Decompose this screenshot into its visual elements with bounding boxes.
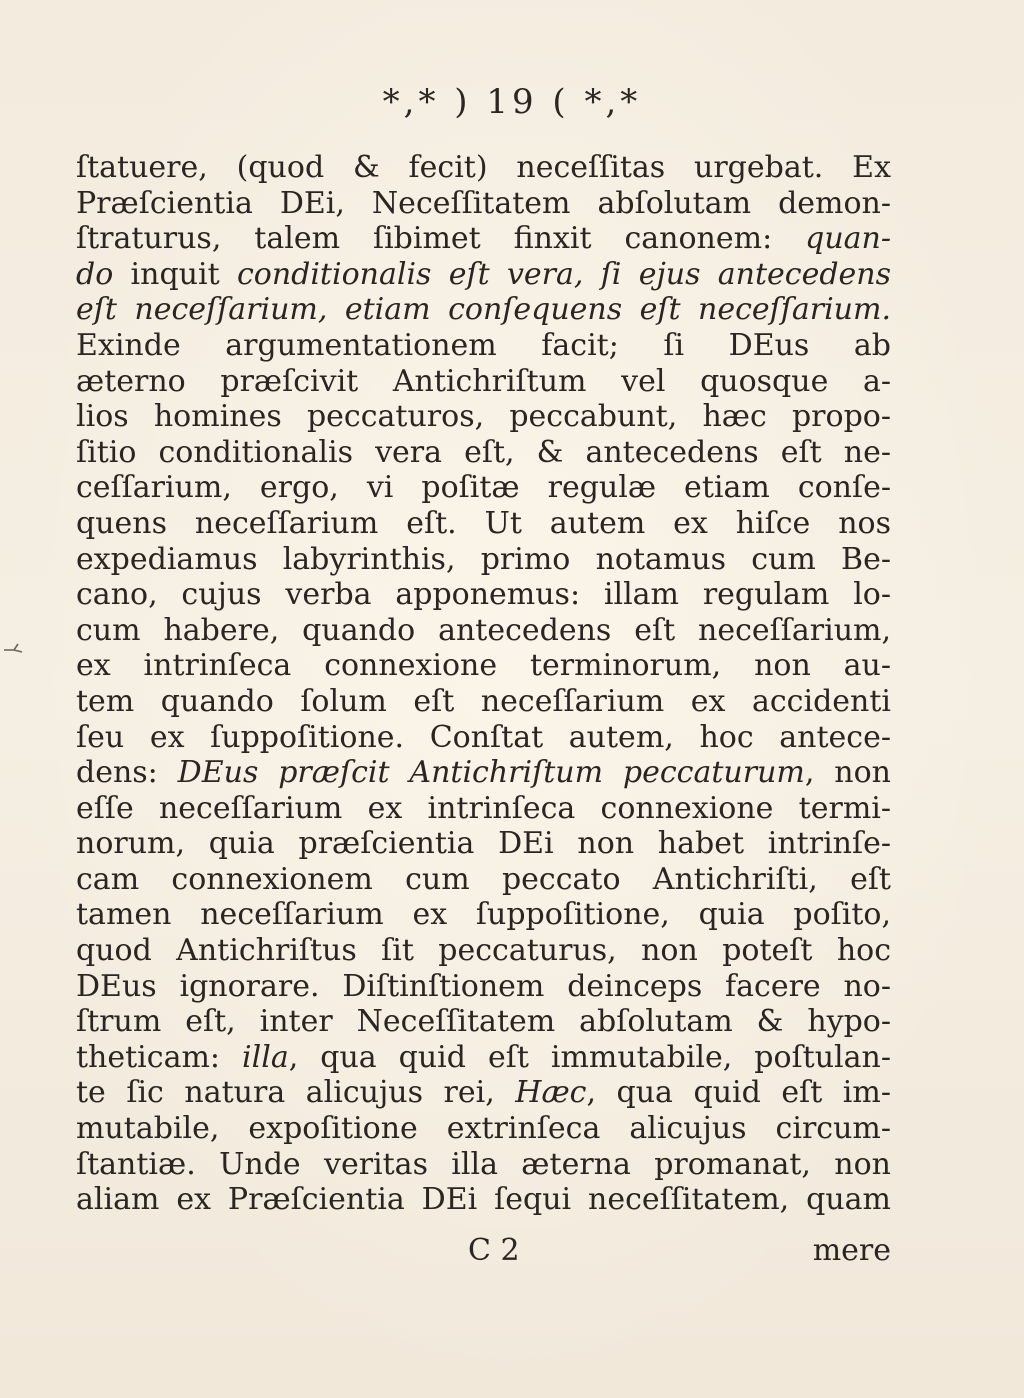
text-run: ſtatuere, (quod & fecit) neceſſitas urgebat. Ex: [76, 150, 891, 185]
text-run: , qua quid eſt im-: [586, 1075, 891, 1111]
catchword: mere: [812, 1233, 891, 1268]
text-line: [76, 221, 891, 257]
text-run: eſſe neceſſarium ex intrinſeca connexione termi-: [76, 790, 891, 826]
text-run: lios homines peccaturos, peccabunt, hæc propo-: [76, 399, 891, 435]
italic-run: conditionalis eſt vera, ſi ejus antecedens: [236, 256, 892, 292]
text-run: tem quando ſolum eſt neceſſarium ex accidenti: [76, 683, 891, 719]
text-line: [76, 648, 891, 684]
text-line: [76, 862, 891, 898]
text-run: quens neceſſarium eſt. Ut autem ex hiſce nos: [76, 505, 891, 541]
body-text: [76, 150, 891, 1218]
text-line: [76, 399, 891, 435]
text-line: [76, 257, 891, 293]
text-line: [76, 1004, 891, 1040]
text-run: theticam:: [76, 1039, 243, 1075]
text-run: cano, cujus verba apponemus: illam regulam lo-: [76, 577, 891, 613]
text-line: [76, 933, 891, 969]
text-run: ſeu ex ſuppoſitione. Conſtat autem, hoc antece-: [76, 719, 891, 755]
text-line: [76, 613, 891, 649]
text-run: tamen neceſſarium ex ſuppoſitione, quia poſito,: [76, 897, 891, 933]
text-run: æterno præſcivit Antichriſtum vel quosque a-: [76, 363, 891, 399]
text-line: [76, 470, 891, 506]
text-line: [76, 435, 891, 471]
page-header: [0, 82, 1024, 122]
italic-run: illa: [242, 1039, 289, 1075]
text-run: ſtraturus, talem ſibimet finxit canonem:: [76, 221, 806, 257]
text-line: [76, 292, 891, 328]
italic-run: quan-: [805, 221, 891, 257]
text-run: , non: [804, 755, 891, 791]
text-run: ceſſarium, ergo, vi poſitæ regulæ etiam conſe-: [76, 470, 891, 506]
text-line: [76, 364, 891, 400]
text-run: cam connexionem cum peccato Antichriſti, eſt: [76, 861, 891, 897]
text-line: [76, 684, 891, 720]
text-run: te ſic natura alicujus rei,: [76, 1075, 516, 1111]
italic-run: do: [76, 256, 114, 292]
text-line: [76, 542, 891, 578]
text-line: [76, 1040, 891, 1076]
text-line: [76, 791, 891, 827]
text-line: [76, 897, 891, 933]
italic-run: Hæc: [515, 1075, 587, 1111]
text-run: mutabile, expoſitione extrinſeca alicujus circum-: [76, 1111, 891, 1147]
text-run: aliam ex Præſcientia DEi ſequi neceſſitatem, quam: [76, 1182, 891, 1218]
text-run: ſitio conditionalis vera eſt, & antecedens eſt ne-: [76, 434, 891, 470]
text-run: dens:: [76, 755, 178, 791]
page-number-ornament: *,* ) 19 ( *,*: [382, 82, 642, 122]
text-run: inquit: [113, 256, 237, 292]
text-line: [76, 720, 891, 756]
text-run: expediamus labyrinthis, primo notamus cum Be-: [76, 541, 891, 577]
text-line: [76, 755, 891, 791]
text-line: [76, 506, 891, 542]
italic-run: eſt neceſſarium, etiam conſequens eſt neceſſarium.: [76, 292, 891, 328]
text-line: [76, 186, 891, 222]
signature-mark: C 2: [468, 1233, 520, 1268]
text-line: [76, 1182, 891, 1218]
text-line: [76, 328, 891, 364]
text-run: ſtantiæ. Unde veritas illa æterna promanat, non: [76, 1146, 891, 1182]
text-line: [76, 1075, 891, 1111]
text-run: cum habere, quando antecedens eſt neceſſarium,: [76, 612, 891, 648]
italic-run: DEus præſcit Antichriſtum peccaturum: [177, 755, 805, 791]
text-line: [76, 150, 891, 186]
text-line: [76, 969, 891, 1005]
text-line: [76, 1147, 891, 1183]
text-run: Præſcientia DEi, Neceſſitatem abſolutam demon-: [76, 185, 891, 221]
text-run: , qua quid eſt immutabile, poſtulan-: [288, 1039, 891, 1075]
text-run: Exinde argumentationem facit; ſi DEus ab: [76, 327, 891, 363]
text-line: [76, 577, 891, 613]
text-run: norum, quia præſcientia DEi non habet intrinſe-: [76, 826, 891, 862]
margin-mark-icon: [2, 640, 24, 654]
text-line: [76, 1111, 891, 1147]
text-run: DEus ignorare. Diſtinſtionem deinceps facere no-: [76, 968, 891, 1004]
page-footer: [76, 1233, 891, 1273]
text-run: quod Antichriſtus ſit peccaturus, non poteſt hoc: [76, 933, 891, 969]
text-run: ex intrinſeca connexione terminorum, non au-: [76, 648, 891, 684]
text-line: [76, 826, 891, 862]
text-run: ſtrum eſt, inter Neceſſitatem abſolutam & hypo-: [76, 1004, 891, 1040]
